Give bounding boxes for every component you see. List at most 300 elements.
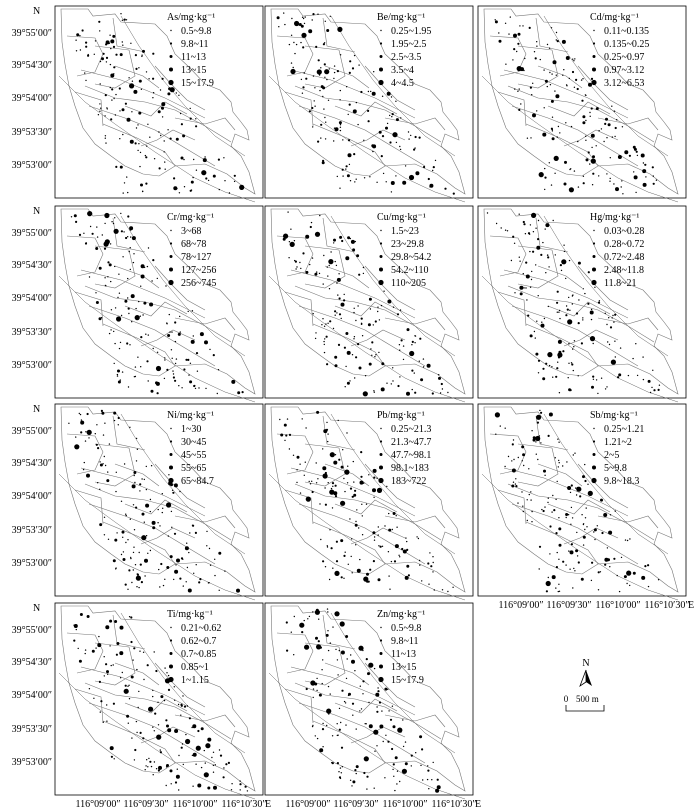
sample-point xyxy=(527,499,528,500)
sample-point xyxy=(591,562,593,564)
legend-class-label: 127~256 xyxy=(181,265,217,276)
sample-point xyxy=(653,183,655,185)
sample-point xyxy=(527,520,528,521)
legend-class-label: 98.1~183 xyxy=(391,463,429,474)
north-label: N xyxy=(33,603,41,614)
legend-class-label: 23~29.8 xyxy=(391,239,424,250)
sample-point xyxy=(372,92,376,96)
sample-point xyxy=(104,277,105,278)
sample-point xyxy=(141,535,146,540)
sample-point xyxy=(148,380,149,381)
sample-point xyxy=(591,107,593,109)
sample-point xyxy=(229,192,230,193)
sample-point xyxy=(152,696,153,697)
sample-point xyxy=(154,651,155,652)
sample-point xyxy=(105,142,106,143)
sample-point xyxy=(369,569,371,571)
sample-point xyxy=(572,295,573,296)
sample-point xyxy=(141,478,142,479)
sample-point xyxy=(323,255,324,256)
sample-point xyxy=(87,413,89,415)
sample-point xyxy=(505,230,506,231)
sample-point xyxy=(558,442,559,443)
sample-point xyxy=(174,686,175,687)
sample-point xyxy=(159,167,161,169)
sample-point xyxy=(305,235,309,239)
sample-point xyxy=(136,576,141,581)
sample-point xyxy=(190,363,191,364)
sample-point xyxy=(343,478,344,479)
sample-point xyxy=(381,710,382,711)
sample-point xyxy=(567,319,572,324)
sample-point xyxy=(609,344,610,345)
sample-point xyxy=(583,182,585,184)
sample-point xyxy=(154,730,155,731)
sample-point xyxy=(347,466,348,467)
sample-point xyxy=(349,104,351,106)
sample-point xyxy=(395,175,396,176)
sample-point xyxy=(302,46,304,48)
sample-point xyxy=(136,586,137,587)
panel-frame xyxy=(265,6,473,198)
sample-point xyxy=(519,214,520,215)
sample-point xyxy=(127,278,128,279)
sample-point xyxy=(172,490,173,491)
sample-point xyxy=(141,56,142,57)
sample-point xyxy=(339,313,341,315)
sample-point xyxy=(341,318,342,319)
sample-point xyxy=(88,54,89,55)
sample-point xyxy=(360,451,362,453)
sample-point xyxy=(208,180,209,181)
sample-point xyxy=(345,702,346,703)
sample-point xyxy=(376,745,377,746)
sample-point xyxy=(310,226,312,228)
sample-point xyxy=(132,484,136,488)
sample-point xyxy=(366,573,369,576)
sample-point xyxy=(395,756,398,759)
sample-point xyxy=(345,386,346,387)
sample-point xyxy=(152,53,154,55)
sample-point xyxy=(540,254,542,256)
north-arrow-left-half xyxy=(580,670,586,686)
sample-point xyxy=(190,108,191,109)
sample-point xyxy=(183,764,184,765)
sample-point xyxy=(578,375,579,376)
sample-point xyxy=(386,486,387,487)
sample-point xyxy=(340,90,341,91)
sample-point xyxy=(346,165,348,167)
legend-symbol xyxy=(170,30,171,31)
sample-point xyxy=(141,581,143,583)
sample-point xyxy=(510,16,511,17)
sample-point xyxy=(120,166,123,169)
sample-point xyxy=(121,315,122,316)
sample-point xyxy=(403,359,404,360)
sample-point xyxy=(314,106,315,107)
sample-point xyxy=(411,765,412,766)
sample-point xyxy=(289,241,290,242)
sample-point xyxy=(414,342,415,343)
sample-point xyxy=(615,356,616,357)
legend-class-label: 15~17.9 xyxy=(391,675,424,686)
sample-point xyxy=(500,425,501,426)
sample-point xyxy=(239,185,244,190)
sample-point xyxy=(582,319,583,320)
sample-point xyxy=(114,363,115,364)
sample-point xyxy=(338,459,340,461)
sample-point xyxy=(375,693,379,697)
sample-point xyxy=(174,483,178,487)
sample-point xyxy=(309,616,310,617)
sample-point xyxy=(544,506,545,507)
sample-point xyxy=(325,21,326,22)
sample-point xyxy=(341,466,344,469)
sample-point xyxy=(313,313,314,314)
sample-point xyxy=(185,546,189,550)
latitude-tick-label: 39°54′30″ xyxy=(11,657,52,668)
sample-point xyxy=(378,534,379,535)
sample-point xyxy=(300,42,301,43)
sample-point xyxy=(136,438,137,439)
sample-point xyxy=(586,526,587,527)
sample-point xyxy=(382,546,383,547)
sample-point xyxy=(582,121,585,124)
sample-point xyxy=(182,134,185,137)
sample-point xyxy=(577,487,578,488)
sample-point xyxy=(368,663,373,668)
sample-point xyxy=(126,19,127,20)
sample-point xyxy=(315,232,320,237)
sample-point xyxy=(387,123,388,124)
sample-point xyxy=(159,586,160,587)
sample-point xyxy=(641,576,645,580)
sample-point xyxy=(335,649,336,650)
sample-point xyxy=(85,649,86,650)
sample-point xyxy=(565,564,566,565)
sample-point xyxy=(128,685,129,686)
sample-point xyxy=(335,315,336,316)
sample-point xyxy=(109,620,112,623)
sample-point xyxy=(171,349,172,350)
sample-point xyxy=(106,57,108,59)
sample-point xyxy=(614,136,615,137)
sample-point xyxy=(127,118,131,122)
sample-point xyxy=(289,44,290,45)
sample-point xyxy=(347,351,351,355)
sample-point xyxy=(591,319,592,320)
sample-point xyxy=(98,636,99,637)
sample-point xyxy=(347,382,350,385)
sample-point xyxy=(547,256,549,258)
sample-point xyxy=(633,171,634,172)
sample-point xyxy=(127,686,128,687)
sample-point xyxy=(511,485,514,488)
sample-point xyxy=(608,317,609,318)
sample-point xyxy=(583,544,584,545)
latitude-tick-label: 39°53′30″ xyxy=(11,724,52,735)
sample-point xyxy=(519,88,520,89)
sample-point xyxy=(353,153,355,155)
sample-point xyxy=(324,69,329,74)
legend-symbol xyxy=(380,242,382,244)
sample-point xyxy=(191,340,195,344)
sample-point xyxy=(337,762,339,764)
sample-point xyxy=(180,704,182,706)
sample-point xyxy=(290,69,295,74)
sample-point xyxy=(109,263,112,266)
sample-point xyxy=(165,719,167,721)
sample-point xyxy=(530,491,531,492)
sample-point xyxy=(157,702,158,703)
sample-point xyxy=(420,765,421,766)
sample-point xyxy=(134,529,135,530)
sample-point xyxy=(565,122,566,123)
sample-point xyxy=(427,364,431,368)
sample-point xyxy=(354,55,355,56)
sample-point xyxy=(79,413,80,414)
sample-point xyxy=(576,532,577,533)
sample-point xyxy=(116,316,121,321)
sample-point xyxy=(214,559,215,560)
sample-point xyxy=(536,321,537,322)
sample-point xyxy=(107,276,108,277)
sample-point xyxy=(338,771,339,772)
sample-point xyxy=(601,532,603,534)
sample-point xyxy=(137,449,138,450)
sample-point xyxy=(145,504,149,508)
sample-point xyxy=(555,499,556,500)
sample-point xyxy=(399,350,400,351)
sample-point xyxy=(113,412,116,415)
sample-point xyxy=(362,335,363,336)
sample-point xyxy=(415,171,419,175)
sample-point xyxy=(122,672,123,673)
sample-point xyxy=(107,261,109,263)
sample-point xyxy=(180,113,181,114)
sample-point xyxy=(114,420,115,421)
sample-point xyxy=(132,236,136,240)
sample-point xyxy=(120,677,121,678)
sample-point xyxy=(408,138,409,139)
sample-point xyxy=(355,320,356,321)
sample-point xyxy=(352,248,355,251)
sample-point xyxy=(315,610,320,615)
sample-point xyxy=(361,323,362,324)
sample-point xyxy=(374,788,375,789)
sample-point xyxy=(558,591,559,592)
sample-point xyxy=(574,58,575,59)
sample-point xyxy=(604,123,606,125)
sample-point xyxy=(597,525,598,526)
sample-point xyxy=(373,324,374,325)
sample-point xyxy=(323,473,328,478)
sample-point xyxy=(535,337,536,338)
sample-point xyxy=(523,223,525,225)
sample-point xyxy=(157,278,158,279)
sample-point xyxy=(136,669,137,670)
sample-point xyxy=(359,559,360,560)
sample-point xyxy=(557,136,558,137)
sample-point xyxy=(370,308,371,309)
sample-point xyxy=(515,485,517,487)
sample-point xyxy=(154,158,155,159)
sample-point xyxy=(363,267,364,268)
sample-point xyxy=(587,484,588,485)
sample-point xyxy=(99,523,102,526)
scale-zero-label: 0 xyxy=(563,694,569,704)
sample-point xyxy=(518,457,519,458)
legend-symbol xyxy=(170,639,172,641)
sample-point xyxy=(566,85,567,86)
sample-point xyxy=(327,608,328,609)
sample-point xyxy=(327,546,328,547)
legend-title: As/mg·kg⁻¹ xyxy=(167,12,216,23)
sample-point xyxy=(152,78,154,80)
sample-point xyxy=(531,271,532,272)
sample-point xyxy=(167,728,171,732)
sample-point xyxy=(137,150,138,151)
sample-point xyxy=(192,177,193,178)
sample-point xyxy=(242,391,244,393)
sample-point xyxy=(539,568,540,569)
map-panel xyxy=(265,206,473,402)
sample-point xyxy=(180,331,181,332)
sample-point xyxy=(532,83,533,84)
sample-point xyxy=(182,695,183,696)
legend-symbol xyxy=(168,280,173,285)
sample-point xyxy=(349,164,350,165)
sample-point xyxy=(193,159,194,160)
sample-point xyxy=(515,478,516,479)
sample-point xyxy=(286,650,288,652)
sample-point xyxy=(160,135,161,136)
legend-class-label: 47.7~98.1 xyxy=(391,450,432,461)
sample-point xyxy=(158,110,161,113)
sample-point xyxy=(377,690,379,692)
sample-point xyxy=(570,492,571,493)
sample-point xyxy=(76,629,77,630)
sample-point xyxy=(334,356,337,359)
sample-point xyxy=(360,481,364,485)
sample-point xyxy=(588,271,590,273)
sample-point xyxy=(324,352,325,353)
sample-point xyxy=(513,34,517,38)
sample-point xyxy=(553,509,555,511)
sample-point xyxy=(208,582,209,583)
sample-point xyxy=(415,136,417,138)
sample-point xyxy=(191,189,192,190)
sample-point xyxy=(526,299,527,300)
sample-point xyxy=(146,360,148,362)
sample-point xyxy=(109,645,110,646)
sample-point xyxy=(321,324,322,325)
sample-point xyxy=(339,650,340,651)
sample-point xyxy=(499,40,502,43)
sample-point xyxy=(291,35,292,36)
sample-point xyxy=(378,578,381,581)
sample-point xyxy=(365,723,366,724)
sample-point xyxy=(606,137,607,138)
sample-point xyxy=(334,72,335,73)
sample-point xyxy=(283,238,286,241)
sample-point xyxy=(558,351,561,354)
sample-point xyxy=(305,427,306,428)
sample-point xyxy=(135,142,137,144)
sample-point xyxy=(362,515,363,516)
sample-point xyxy=(513,48,515,50)
sample-point xyxy=(325,122,326,123)
sample-point xyxy=(166,323,167,324)
sample-point xyxy=(80,49,81,50)
sample-point xyxy=(141,89,142,90)
sample-point xyxy=(127,589,128,590)
panel-frame xyxy=(55,404,263,596)
sample-point xyxy=(598,589,599,590)
sample-point xyxy=(340,130,341,131)
sample-point xyxy=(164,357,165,358)
sample-point xyxy=(127,192,128,193)
sample-point xyxy=(131,321,132,322)
legend-title: Zn/mg·kg⁻¹ xyxy=(377,609,426,620)
sample-point xyxy=(343,555,345,557)
sample-point xyxy=(520,67,524,71)
sample-point xyxy=(135,507,137,509)
sample-point xyxy=(142,191,143,192)
sample-point xyxy=(181,747,183,749)
sample-point xyxy=(175,341,176,342)
sample-point xyxy=(115,166,117,168)
latitude-tick-label: 39°55′00″ xyxy=(11,426,52,437)
sample-point xyxy=(568,377,569,378)
sample-point xyxy=(294,53,295,54)
sample-point xyxy=(338,344,340,346)
sample-point xyxy=(598,175,599,176)
latitude-tick-label: 39°53′00″ xyxy=(11,360,52,371)
sample-point xyxy=(356,765,359,768)
longitude-tick-label: 116°10′30″ xyxy=(221,799,267,810)
sample-point xyxy=(584,529,585,530)
sample-point xyxy=(135,376,136,377)
sample-point xyxy=(552,130,553,131)
sample-point xyxy=(345,332,348,335)
sample-point xyxy=(442,589,443,590)
sample-point xyxy=(361,318,363,320)
east-label: E xyxy=(688,600,695,611)
sample-point xyxy=(624,575,627,578)
sample-point xyxy=(178,789,179,790)
longitude-tick-label: 116°10′00″ xyxy=(382,799,428,810)
sample-point xyxy=(305,271,308,274)
sample-point xyxy=(294,616,295,617)
sample-point xyxy=(152,727,153,728)
sample-point xyxy=(164,579,165,580)
sample-point xyxy=(127,215,129,217)
sample-point xyxy=(99,461,100,462)
sample-point xyxy=(90,226,91,227)
sample-point xyxy=(575,79,577,81)
sample-point xyxy=(126,515,127,516)
sample-point xyxy=(127,297,128,298)
sample-point xyxy=(105,43,107,45)
sample-point xyxy=(555,457,556,458)
legend-symbol xyxy=(380,652,383,655)
sample-point xyxy=(319,503,320,504)
sample-point xyxy=(76,33,79,36)
sample-point xyxy=(324,63,326,65)
sample-point xyxy=(327,630,328,631)
sample-point xyxy=(156,768,157,769)
